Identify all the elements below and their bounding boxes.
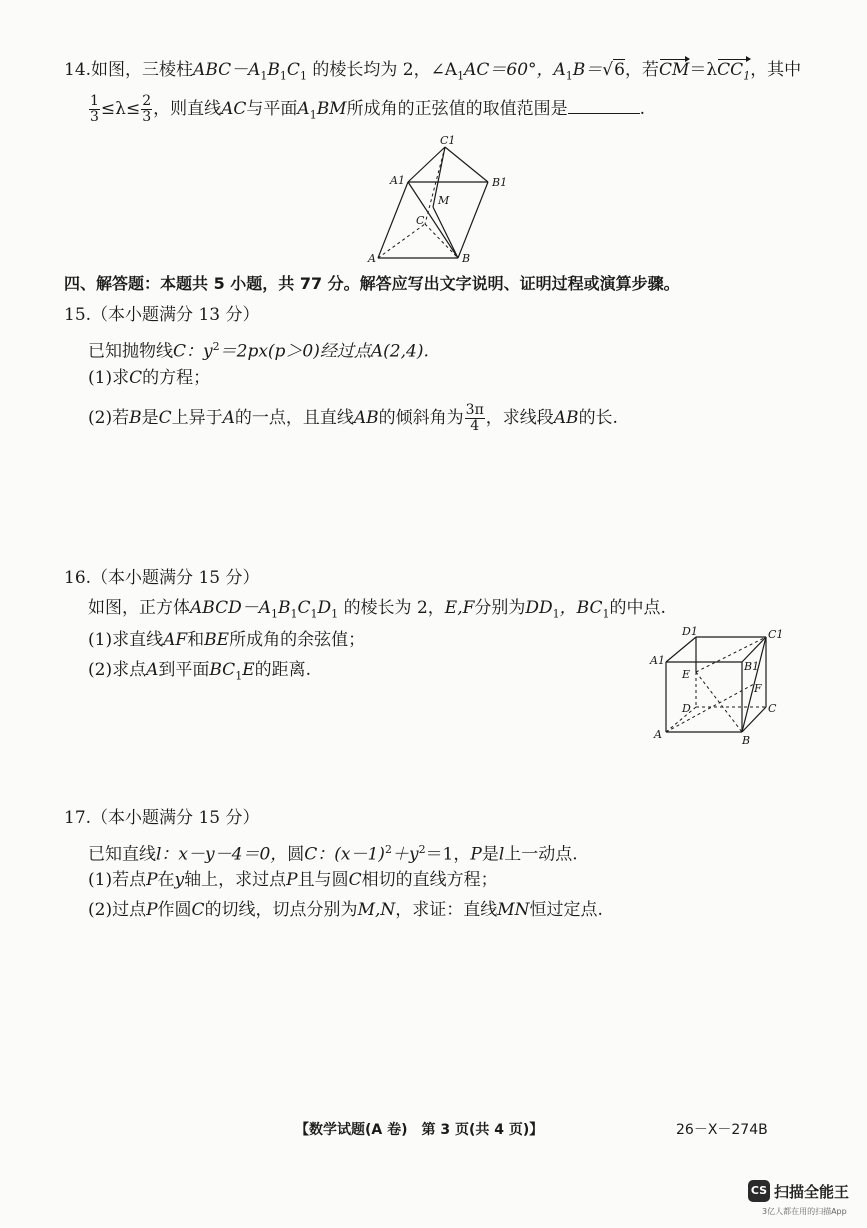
edge-c1-b1 [445, 147, 488, 182]
edge-b1-b [458, 182, 488, 258]
q14-line-2: $\frac{1}{3}$ ≤λ≤ $\frac{2}{3}$ ，则直线AC与平面$A_1BM$所成角的正弦值的取值范围是 . [90, 93, 645, 125]
section-heading: 四、解答题：本题共 5 小题，共 77 分。解答应写出文字说明、证明过程或演算步骤。 [64, 274, 680, 293]
label-c1: C1 [440, 134, 456, 147]
label-b: B [742, 734, 751, 747]
q15-part2: (2)若B是C上异于A的一点，且直线AB的倾斜角为 $\frac{3\pi}{4}$ ，求线段AB的长. [88, 402, 618, 434]
label-c: C [416, 214, 425, 227]
vec-cc1: $CC_1$ [717, 58, 750, 88]
label-b: B [462, 252, 471, 265]
label-e: E [682, 668, 691, 681]
label-a1: A1 [390, 174, 405, 187]
label-c1: C1 [768, 628, 784, 641]
q16-part2: (2)求点A到平面$BC_1E$的距离. [88, 660, 312, 683]
fraction-one-third: $\frac{1}{3}$ [90, 93, 99, 125]
fraction-two-thirds: $\frac{2}{3}$ [142, 93, 152, 125]
label-c: C [768, 702, 777, 715]
exam-code: 26－X－274B [676, 1122, 768, 1138]
edge-a-d [666, 707, 696, 732]
q15-part1: (1)求C的方程； [88, 368, 211, 388]
label-f: F [754, 682, 762, 695]
q17-stem: 已知直线l：x－y－4＝0，圆C：$(x-1)^2+y^2=1$，P是l上一动点. [88, 843, 578, 865]
q16-stem: 如图，正方体$ABCD-A_1B_1C_1D_1$ 的棱长为 2，E,F分别为$DD_1$，$BC_1$的中点. [88, 598, 666, 621]
q15-header: 15.（本小题满分 13 分） [64, 305, 260, 325]
q16-header: 16.（本小题满分 15 分） [64, 568, 260, 588]
label-a1: A1 [650, 654, 665, 667]
q14-line-1: 14.如图，三棱柱$ABC-A_1B_1C_1$ 的棱长均为 2，$\angle A_1AC=60^\circ$，$A_1B=√6$，若CM＝λCC$_1$，其中 [64, 58, 801, 88]
label-m: M [438, 194, 450, 207]
label-b1: B1 [492, 176, 508, 189]
page-footer: 【数学试题(A 卷) 第 3 页(共 4 页)】 [295, 1122, 544, 1138]
answer-blank[interactable] [568, 99, 640, 114]
scanner-logo: CS [748, 1180, 770, 1202]
segment-m-b [433, 207, 458, 258]
q17-header: 17.（本小题满分 15 分） [64, 808, 260, 828]
segment-e-b [696, 672, 742, 732]
segment-a-f [666, 684, 754, 732]
edge-c1-c [425, 147, 445, 224]
label-d: D [682, 702, 691, 715]
fraction-three-pi-over-four: $\frac{3\pi}{4}$ [465, 402, 484, 434]
scanner-tagline: 3亿人都在用的扫描App [762, 1207, 847, 1216]
label-b1: B1 [744, 660, 760, 673]
q17-part2: (2)过点P作圆C的切线，切点分别为M,N，求证：直线MN恒过定点. [88, 900, 603, 920]
q15-stem: 已知抛物线C：$y^2=2px(p>0)$经过点A(2,4). [88, 340, 429, 362]
q16-part1: (1)求直线AF和BE所成角的余弦值； [88, 630, 366, 650]
q17-part1: (1)若点P在y轴上，求过点P且与圆C相切的直线方程； [88, 870, 498, 890]
figure-prism [360, 132, 510, 267]
edge-a1-d1 [666, 637, 696, 662]
figure-cube [648, 622, 788, 750]
edge-c-b [425, 224, 458, 258]
label-d1: D1 [682, 625, 698, 638]
label-a: A [368, 252, 376, 265]
label-a: A [654, 728, 662, 741]
scanner-name: 扫描全能王 [774, 1183, 850, 1201]
